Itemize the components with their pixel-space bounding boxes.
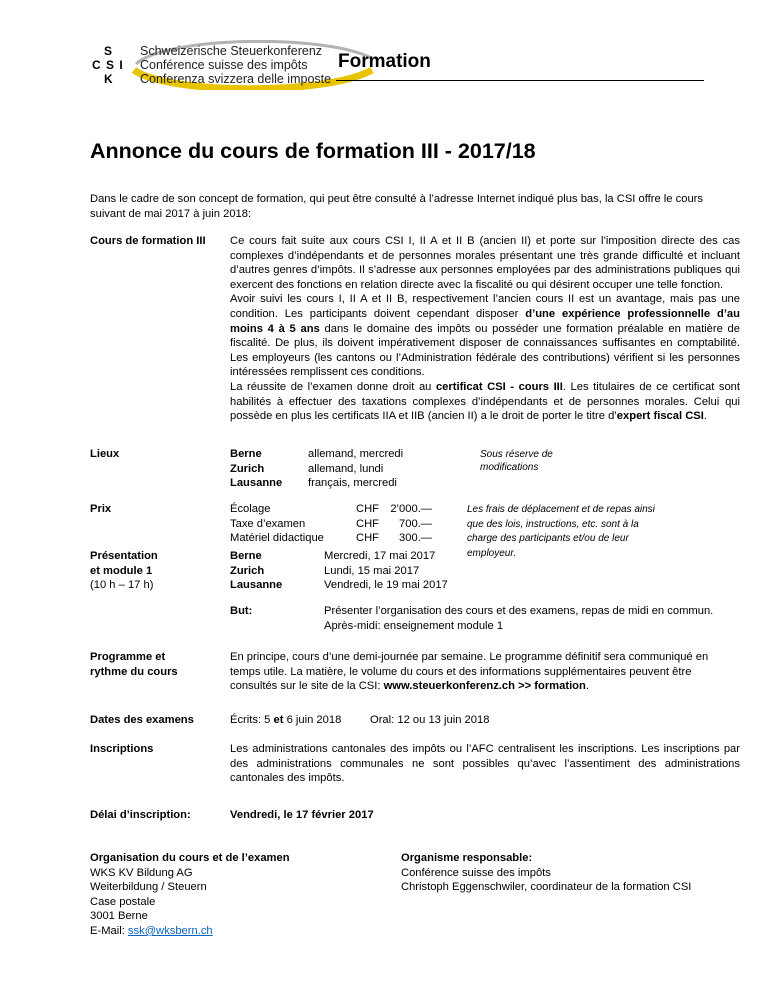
- lieux-row: [230, 447, 470, 462]
- logo-letter-s: S: [104, 44, 113, 58]
- lieux-note: Sous réserve de modifications: [480, 449, 553, 473]
- lieux-detail: français, mercredi: [308, 477, 397, 490]
- lieux-detail: allemand, mercredi: [308, 448, 404, 460]
- lieux-label: Lieux: [90, 448, 120, 460]
- logo-line-fr: Conférence suisse des impôts: [140, 58, 308, 72]
- examens-ecrits-end: 6 juin 2018: [283, 714, 342, 726]
- examens-oral: Oral: 12 ou 13 juin 2018: [370, 714, 490, 726]
- organisation-block: [90, 851, 370, 939]
- header-rule: [336, 80, 704, 81]
- inscriptions-label: Inscriptions: [90, 743, 154, 755]
- programme-label-line-1: Programme et: [90, 651, 166, 663]
- course-p2-text-end: dans le domaine des impôts ou posséder une formation préalable en matière de fiscalité. De plus, ils doivent impérativement disposer de connaissances suffisantes en comptabilité. Les employeurs (les cantons ou l’Administration fédérale des contributions) vérifient si les personnes intéressées remplissent ces conditions.: [230, 322, 741, 379]
- prix-amount: 2’000.—: [390, 503, 432, 515]
- but-label: But:: [230, 605, 253, 617]
- programme-text: [230, 650, 710, 694]
- presentation-label: [90, 549, 158, 593]
- but-text-line-1: Présenter l’organisation des cours et des examens, repas de midi en commun.: [324, 605, 714, 617]
- page-title: Annonce du cours de formation III - 2017/18: [90, 139, 536, 163]
- logo-letter-k: K: [104, 72, 113, 86]
- presentation-date: Vendredi, le 19 mai 2017: [324, 579, 448, 592]
- responsable-line: Christoph Eggenschwiler, coordinateur de la formation CSI: [401, 881, 692, 894]
- presentation-label-line-2: et module 1: [90, 564, 153, 577]
- presentation-label-line-1: Présentation: [90, 550, 158, 562]
- examens-ecrits-and: et: [273, 714, 284, 726]
- course-p3-text-end: .: [703, 410, 707, 423]
- prix-item: Taxe d’examen: [230, 517, 306, 530]
- logo-line-it: Conferenza svizzera delle imposte: [140, 72, 332, 86]
- course-paragraph-2: [230, 292, 740, 380]
- prix-currency: CHF: [356, 517, 379, 530]
- presentation-row: [230, 564, 530, 579]
- prix-item: Matériel didactique: [230, 532, 324, 545]
- lieux-list: [230, 447, 470, 491]
- prix-amount: 300.—: [399, 532, 432, 545]
- examens-ecrits-start: Écrits: 5: [230, 714, 274, 726]
- but-text: [324, 604, 744, 633]
- course-p3-text: La réussite de l’examen donne droit au: [230, 380, 436, 393]
- course-p3-certificate: certificat CSI - cours III: [435, 380, 563, 393]
- email-link[interactable]: ssk@wksbern.ch: [127, 924, 213, 937]
- programme-website-link[interactable]: www.steuerkonferenz.ch >> formation: [383, 680, 586, 693]
- presentation-city: Berne: [230, 550, 262, 562]
- delai-value: Vendredi, le 17 février 2017: [230, 809, 374, 821]
- logo-text: [140, 44, 340, 86]
- presentation-list: [230, 549, 530, 593]
- presentation-date: Lundi, 15 mai 2017: [324, 564, 420, 577]
- prix-item: Écolage: [230, 503, 271, 515]
- prix-note: Les frais de déplacement et de repas ainsi que des lois, instructions, etc. sont à la charge des participants et/ou de leur employeur.: [467, 504, 655, 559]
- lieux-city: Berne: [230, 448, 262, 460]
- logo-line-de: Schweizerische Steuerkonferenz: [140, 44, 323, 58]
- course-paragraph-3: [230, 380, 740, 424]
- course-p3-text-mid: . Les titulaires de ce certificat sont habilités à effectuer des taxations complexes d’indépendants et de personnes morales. Celui qui possède en plus les certificats IIA et IIB (ancien II) a le droit de porter le titre d’: [230, 380, 741, 423]
- presentation-city: Zurich: [230, 564, 265, 577]
- course-description: [230, 234, 740, 424]
- prix-label: Prix: [90, 503, 112, 515]
- but-text-line-2: Après-midi: enseignement module 1: [324, 619, 504, 632]
- delai-label: Délai d’inscription:: [90, 809, 191, 821]
- presentation-row: [230, 578, 530, 593]
- prix-row: [230, 531, 460, 546]
- organisation-line: Weiterbildung / Steuern: [90, 881, 207, 894]
- presentation-label-line-3: (10 h – 17 h): [90, 579, 154, 592]
- responsable-heading: Organisme responsable:: [401, 852, 533, 864]
- programme-text-body: En principe, cours d’une demi-journée par semaine. Le programme définitif sera communiqué en temps utile. La matière, le volume du cours et des informations supplémentaires peuvent être consultés sur le site de la CSI:: [230, 651, 709, 693]
- header: [90, 40, 710, 88]
- organisation-line: Case postale: [90, 895, 156, 908]
- examens-ecrits: [230, 713, 341, 728]
- intro-text: Dans le cadre de son concept de formation, qui peut être consulté à l’adresse Internet indiqué plus bas, la CSI offre le cours suivant de mai 2017 à juin 2018:: [90, 193, 703, 220]
- section-title: Formation: [338, 51, 431, 72]
- prix-row: [230, 502, 460, 517]
- organisation-heading: Organisation du cours et de l’examen: [90, 852, 290, 864]
- programme-text-end: .: [585, 680, 589, 693]
- inscriptions-text: Les administrations cantonales des impôts ou l’AFC centralisent les inscriptions. Les inscriptions par des administrations communales ne sont possibles qu’avec l’assentiment des administrations cantonales des impôts.: [230, 743, 740, 785]
- lieux-detail: allemand, lundi: [308, 462, 384, 475]
- prix-amount: 700.—: [399, 517, 432, 530]
- presentation-row: [230, 549, 530, 564]
- course-label: Cours de formation III: [90, 235, 206, 247]
- prix-currency: CHF: [356, 503, 379, 515]
- prix-currency: CHF: [356, 532, 379, 545]
- responsable-block: [401, 851, 741, 895]
- presentation-date: Mercredi, 17 mai 2017: [324, 550, 436, 562]
- responsable-line: Conférence suisse des impôts: [401, 866, 551, 879]
- lieux-city: Zurich: [230, 462, 265, 475]
- course-paragraph-1: Ce cours fait suite aux cours CSI I, II A et II B (ancien II) et porte sur l’imposition directe des cas complexes d’indépendants et de personnes morales présentant une très grande difficulté et incluant d’autres genres d’impôts. Il s’adresse aux personnes employées par des administrations publiques qui exercent des fonctions en relation directe avec la fiscalité ou qui désirent occuper une telle fonction.: [230, 235, 740, 291]
- email-label: E-Mail:: [90, 924, 128, 937]
- presentation-city: Lausanne: [230, 579, 283, 592]
- lieux-row: [230, 476, 470, 491]
- logo-letter-csi: C S I: [92, 58, 124, 72]
- organisation-email-line: [90, 924, 370, 939]
- course-p3-title: expert fiscal CSI: [616, 410, 704, 423]
- lieux-row: [230, 462, 470, 477]
- course-p2-emphasis: d’une expérience professionnelle d’au moins 4 à 5 ans: [230, 307, 740, 335]
- organisation-line: 3001 Berne: [90, 910, 148, 923]
- lieux-city: Lausanne: [230, 477, 283, 490]
- prix-list: [230, 502, 460, 546]
- organisation-line: WKS KV Bildung AG: [90, 866, 193, 879]
- course-p2-text: Avoir suivi les cours I, II A et II B, respectivement l’ancien cours II est un avantage, mais pas une condition. Les participants doivent cependant disposer: [230, 293, 740, 320]
- examens-label: Dates des examens: [90, 714, 194, 726]
- programme-label: [90, 650, 178, 679]
- prix-row: [230, 517, 460, 532]
- programme-label-line-2: rythme du cours: [90, 665, 178, 678]
